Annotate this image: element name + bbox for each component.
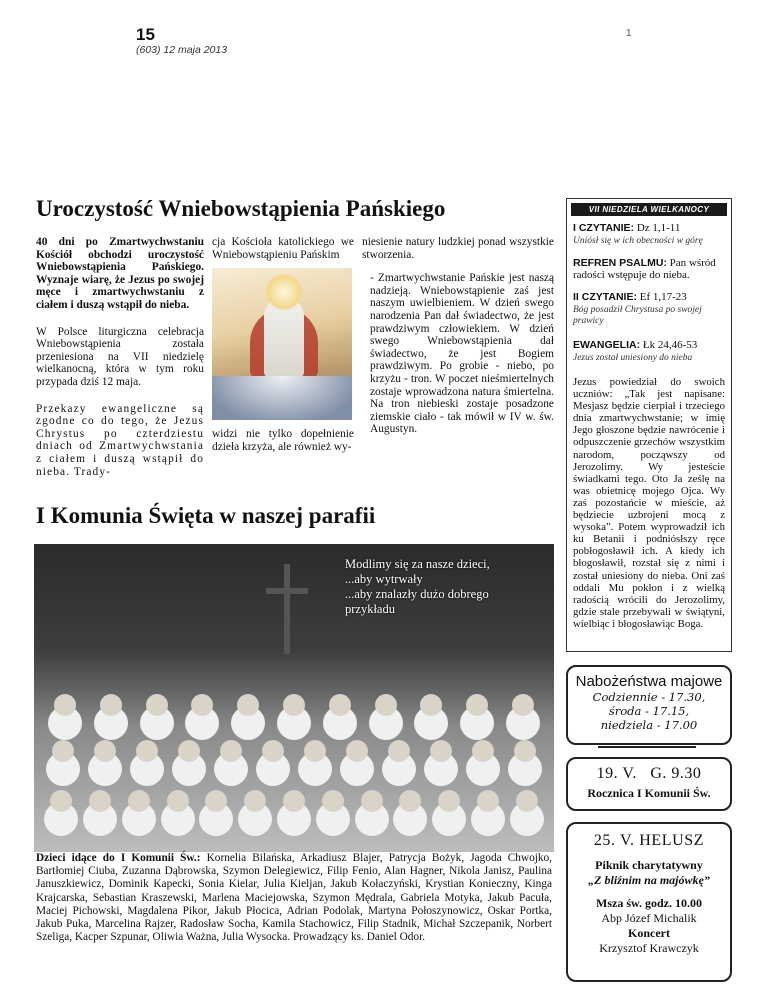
article-paragraph: niesienie natury ludzkiej ponad wszystkie stworzenia. (362, 236, 554, 261)
communion-children-list (36, 852, 552, 944)
gospel-ref: Łk 24,46-53 (642, 339, 698, 351)
may-services-line: środa - 17.15, (608, 704, 690, 718)
issue-date: (603) 12 maja 2013 (136, 44, 228, 56)
reading-summary: Bóg posadził Chrystusa po swojej prawicy (573, 305, 702, 326)
gospel-label: EWANGELIA: (573, 339, 641, 351)
may-services-line: niedziela - 17.00 (600, 718, 698, 732)
event-line: Msza św. godz. 10.00 (596, 896, 702, 910)
reading-summary: Uniósł się w ich obecności w górę (573, 236, 703, 246)
gospel-text: Jezus powiedział do swoich uczniów: „Tak jest napisane: Mesjasz będzie cierpiał i trzeciego dnia zmartwychwstanie; w imię Jego głoszone będzie nawrócenie i odpuszczenie grzechów wszystkim narodom, począwszy od Jerozolimy. Wy jesteście świadkami tego. Oto Ja ześlę na was obietnicę mojego Ojca. Wy zaś pozostańcie w mieście, aż będziecie uzbrojeni mocą z wysoka”. Potem wyprowadził ich ku Betanii i podniósłszy ręce pobłogosławił ich. A kiedy ich błogosławił, rozstał się z nimi i został uniesiony do nieba. Oni zaś oddali Mu pokłon i z wielką radością wrócili do Jerozolimy, gdzie stale przebywali w świątyni, wielbiąc i błogosławiąc Boga. (573, 376, 725, 630)
caption-line: ...aby wytrwały (345, 572, 423, 586)
reading-ref: Dz 1,1-11 (636, 222, 681, 234)
reading-2 (573, 291, 725, 327)
article-column-2-bottom (212, 428, 354, 464)
gospel-summary: Jezus został uniesiony do nieba (573, 353, 693, 363)
picnic-event-box (566, 822, 732, 982)
event-line: Abp Józef Michalik (601, 911, 697, 925)
psalm-label: REFREN PSALMU: (573, 257, 667, 269)
article-paragraph: cja Kościoła katolickiego we Wniebowstąpieniu Pańskim (212, 236, 354, 261)
anniversary-text: Rocznica I Komunii Św. (587, 786, 711, 800)
anniversary-box (566, 757, 732, 811)
may-services-box (566, 665, 732, 745)
ascension-image (212, 268, 352, 420)
article-title-communion: I Komunia Święta w naszej parafii (36, 503, 376, 528)
article-paragraph: Przekazy ewangeliczne są zgodne co do tego, że Jezus Chrystus po czterdziestu dniach od Zmartwychwstania z ciałem i duszą wstąpił do nieba. Trady- (36, 402, 204, 478)
article-paragraph: widzi nie tylko dopełnienie dzieła krzyża, ale również wy- (212, 428, 354, 453)
article-paragraph: - Zmartwychwstanie Pańskie jest naszą nadzieją. Wniebowstąpienie zaś jest naszym uwielbieniem. W dzień swego narodzenia Pan dał świadectwo, że jest prawdziwym człowiekiem. W dzień swego Wniebowstąpienia dał świadectwo, że jest Bogiem prawdziwym. Po grobie - niebo, po krzyżu - tron. W poczet nieśmiertelnych zostaje wprowadzona natura śmiertelna. Na tron niebieski zostaje posadzone ziemskie ciało - tak mówił w IV w. św. Augustyn. (370, 272, 554, 436)
names-label: Dzieci idące do I Komunii Św.: (36, 852, 201, 864)
event-line: Piknik charytatywny (595, 858, 703, 872)
may-services-heading: Nabożeństwa majowe (575, 673, 723, 690)
caption-line: Modlimy się za nasze dzieci, (345, 557, 490, 571)
event-line: Koncert (628, 926, 670, 940)
sunday-banner: VII NIEDZIELA WIELKANOCY (571, 203, 727, 216)
caption-line: przykładu (345, 602, 395, 616)
reading-ref: Ef 1,17-23 (639, 291, 687, 303)
article-column-3 (362, 236, 554, 447)
corner-number: 1 (626, 28, 632, 39)
article-column-1 (36, 236, 204, 489)
reading-1 (573, 222, 725, 247)
names-text: Kornelia Bilańska, Arkadiusz Blajer, Patrycja Bożyk, Jagoda Chwojko, Bartłomiej Ciuba, Zuzanna Dąbrowska, Szymon Delegiewicz, Filip Fenio, Alan Hagner, Nikola Janisz, Paulina Januszkiewicz, Dominik Kapecki, Sonia Kielar, Julia Kieljan, Jakub Kołaczyński, Krystian Konieczny, Kinga Krajcarska, Sebastian Kraszewski, Marlena Maciejowska, Szymon Mędrala, Gabriela Motyka, Jakub Pacuła, Maciej Pichowski, Magdalena Pikor, Jakub Płocica, Adrian Podolak, Martyna Połoszynowicz, Oskar Portka, Jakub Puka, Marcelina Rajzer, Radosław Socha, Kamila Stachowicz, Filip Stadnik, Michał Szczepanik, Norbert Szeliga, Kacper Szpunar, Oliwia Ważna, Julia Wysocka. Prowadzący ks. Daniel Odor. (36, 852, 552, 944)
photo-caption (345, 557, 550, 617)
divider (598, 746, 696, 748)
article-column-2-top (212, 236, 354, 272)
may-services-line: Codziennie - 17.30, (592, 690, 706, 704)
event-date: 25. V. HELUSZ (593, 832, 705, 849)
event-line: „Z bliźnim na majówkę” (588, 873, 710, 887)
psalm-text: Pan wśród radości wstępuje do nieba. (573, 257, 716, 281)
reading-label: I CZYTANIE: (573, 222, 635, 234)
event-line: Krzysztof Krawczyk (599, 941, 699, 955)
article-lead: 40 dni po Zmartwychwstaniu Kościół obchodzi uroczystość Wniebowstąpienia Pańskiego. Wyznaje wiarę, że Jezus po swojej męce i zmartwychwstaniu z ciałem i duszą wstąpił do nieba. (36, 236, 204, 311)
page-number: 15 (136, 25, 155, 44)
liturgy-sidebar (566, 198, 732, 652)
caption-line: ...aby znalazły dużo dobrego (345, 587, 489, 601)
anniversary-date: 19. V. G. 9.30 (596, 765, 702, 782)
psalm (573, 257, 725, 281)
reading-label: II CZYTANIE: (573, 291, 637, 303)
gospel (573, 339, 725, 364)
article-paragraph: W Polsce liturgiczna celebracja Wniebowstąpienia została przeniesiona na VII niedzielę wielkanocną, która w tym roku przypada dziś 12 maja. (36, 325, 204, 388)
article-title-ascension: Uroczystość Wniebowstąpienia Pańskiego (36, 196, 446, 221)
